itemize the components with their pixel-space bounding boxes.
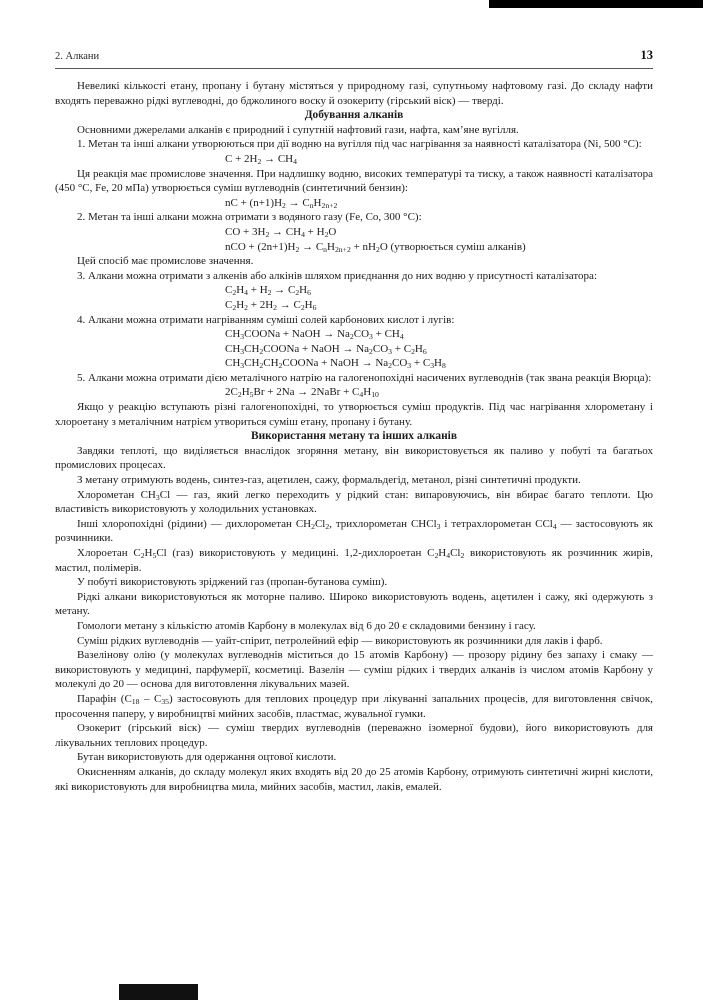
equation-line: nC + $(n+1)H_2 \to C_nH_{2n+2}$ <box>225 196 338 210</box>
equation-block <box>225 385 653 400</box>
paragraph: Бутан використовують для одержання оцтової кислоти. <box>77 751 337 764</box>
paragraph: Суміш рідких вуглеводнів — уайт-спірит, петролейний ефір — використовують як розчинники для лаків і фарб. <box>77 634 603 647</box>
equation-line: $CH_3CH_2COONa$ + NaOH → $Na_2CO_3 + C_2H_6$ <box>225 342 427 356</box>
section-heading: Добування алканів <box>304 109 404 122</box>
section-title: 2. Алкани <box>55 51 100 62</box>
paragraph: Рідкі алкани використовуються як моторне паливо. Широко використовують водень, ацетилен і сажу, які одержують з метану. <box>55 590 653 618</box>
equation-block <box>225 225 653 254</box>
section-heading: Використання метану та інших алканів <box>250 430 458 443</box>
equation-block <box>225 152 653 167</box>
print-mark-top <box>489 0 703 8</box>
equation-line: $CH_3COONa$ + NaOH → $Na_2CO_3 + CH_4$ <box>225 328 404 342</box>
equation-block <box>225 327 653 371</box>
paragraph: 4. Алкани можна отримати нагріванням суміші солей карбонових кислот і лугів: <box>77 313 455 326</box>
equation-line: $2C_2H_5Br + 2Na$ → 2NaBr + $C_4H_{10}$ <box>225 386 379 400</box>
paragraph: Озокерит (гірський віск) — суміш твердих вуглеводнів (переважно ізомерної будови), його використовують для лікувальних теплових процедур. <box>55 722 653 749</box>
paragraph: 1. Метан та інші алкани утворюються при дії водню на вугілля під час нагрівання за наявності каталізатора (Ni, 500 °C): <box>77 138 642 151</box>
paragraph: Хлорометан $CH_3Cl$ — газ, який легко переходить у рідкий стан: випаровуючись, він вбирає багато теплоти. Цю властивість використовують у холодильних установках. <box>55 488 654 516</box>
page-number: 13 <box>640 48 653 62</box>
equation-line: $C_2H_4 + H_2 \to C_2H_6$ <box>225 284 311 298</box>
page-body <box>55 79 653 794</box>
paragraph: Парафін $(C_{18} - C_{35})$ застосовують для теплових процедур при лікуванні запальних процесів, для виготовлення свічок, просочення паперу, у виробництві мийних засобів, пластмас, жувальної гумки. <box>55 692 653 720</box>
paragraph: Завдяки теплоті, що виділяється внаслідок згоряння метану, він використовується як паливо у побуті та багатьох промислових процесах. <box>55 444 653 472</box>
paragraph: Інші хлоропохідні (рідини) — дихлорометан $CH_2Cl_2$, трихлорометан CHCl$_3$ і тетрахлорометан CCl$_4$ — застосовують як розчинники. <box>55 517 654 545</box>
equation-line: $C + 2H_2 \to CH_4$ <box>225 152 297 167</box>
paragraph: 2. Метан та інші алкани можна отримати з водяного газу (Fe, Co, 300 °C): <box>77 211 422 224</box>
paragraph: 3. Алкани можна отримати з алкенів або алкінів шляхом приєднання до них водню у присутності каталізатора: <box>77 269 597 282</box>
equation-line: $CH_3CH_2CH_2COONa$ + NaOH → $Na_2CO_3 + C_3H_8$ <box>225 357 446 371</box>
paragraph: Ця реакція має промислове значення. При надлишку водню, високих температурі та тиску, а також наявності каталізатора (450 °C, Fe, 20 мПа) утворюється суміш вуглеводнів (синтетичний бензин): <box>55 167 653 195</box>
paragraph: Хлороетан $C_2H_5Cl$ (газ) використовують у медицині. 1,2-дихлороетан $C_2H_4Cl_2$ використовують як розчинник жирів, мастил, полімерів. <box>55 547 653 574</box>
equation-line: nCO + $(2n+1)H_2 \to C_nH_{2n+2} + nH_2O$ (утворюється суміш алканів) <box>225 240 526 254</box>
print-mark-bottom <box>119 984 198 1000</box>
page-header <box>55 48 653 69</box>
paragraph: Цей спосіб має промислове значення. <box>77 255 254 268</box>
equation-block <box>225 283 653 312</box>
equation-line: $C_2H_2 + 2H_2 \to C_2H_6$ <box>225 298 317 313</box>
equation-block <box>225 196 653 211</box>
paragraph: З метану отримують водень, синтез-газ, ацетилен, сажу, формальдегід, метанол, різні синтетичні продукти. <box>77 474 581 487</box>
paragraph: У побуті використовують зріджений газ (пропан-бутанова суміш). <box>77 576 388 589</box>
paragraph: Окисненням алканів, до складу молекул яких входять від 20 до 25 атомів Карбону, отримують синтетичні жирні кислоти, які використовують для виробництва мила, мийних засобів, мастил, лаків, емалей. <box>55 765 653 793</box>
paragraph: Гомологи метану з кількістю атомів Карбону в молекулах від 6 до 20 є складовими бензину і гасу. <box>77 619 536 632</box>
paragraph: 5. Алкани можна отримати дією металічного натрію на галогенопохідні насичених вуглеводнів (так звана реакція Вюрца): <box>77 371 652 384</box>
paragraph: Невеликі кількості етану, пропану і бутану містяться у природному газі, супутньому нафтовому газі. До складу нафти входять переважно рідкі вуглеводні, до бджолиного воску й озокериту (гірський віск) — тверді. <box>55 80 653 107</box>
paragraph: Вазелінову олію (у молекулах вуглеводнів міститься до 15 атомів Карбону) — прозору рідину без запаху і смаку — використовують у медицині, парфумерії, косметиці. Вазелін — суміш рідких і твердих алканів із числом атомів Карбону у молекулі до 20 — основа для виготовлення лікувальних мазей. <box>55 649 653 691</box>
equation-line: CO + $3H_2 \to CH_4 + H_2O$ <box>225 225 337 240</box>
paragraph: Основними джерелами алканів є природний і супутній нафтовий гази, нафта, кам’яне вугілля. <box>77 123 519 136</box>
paragraph: Якщо у реакцію вступають різні галогенопохідні, то утворюється суміш продуктів. Під час нагрівання хлорометану і хлороетану з металічним натрієм утвориться суміш етану, пропану і бутану. <box>55 401 653 428</box>
